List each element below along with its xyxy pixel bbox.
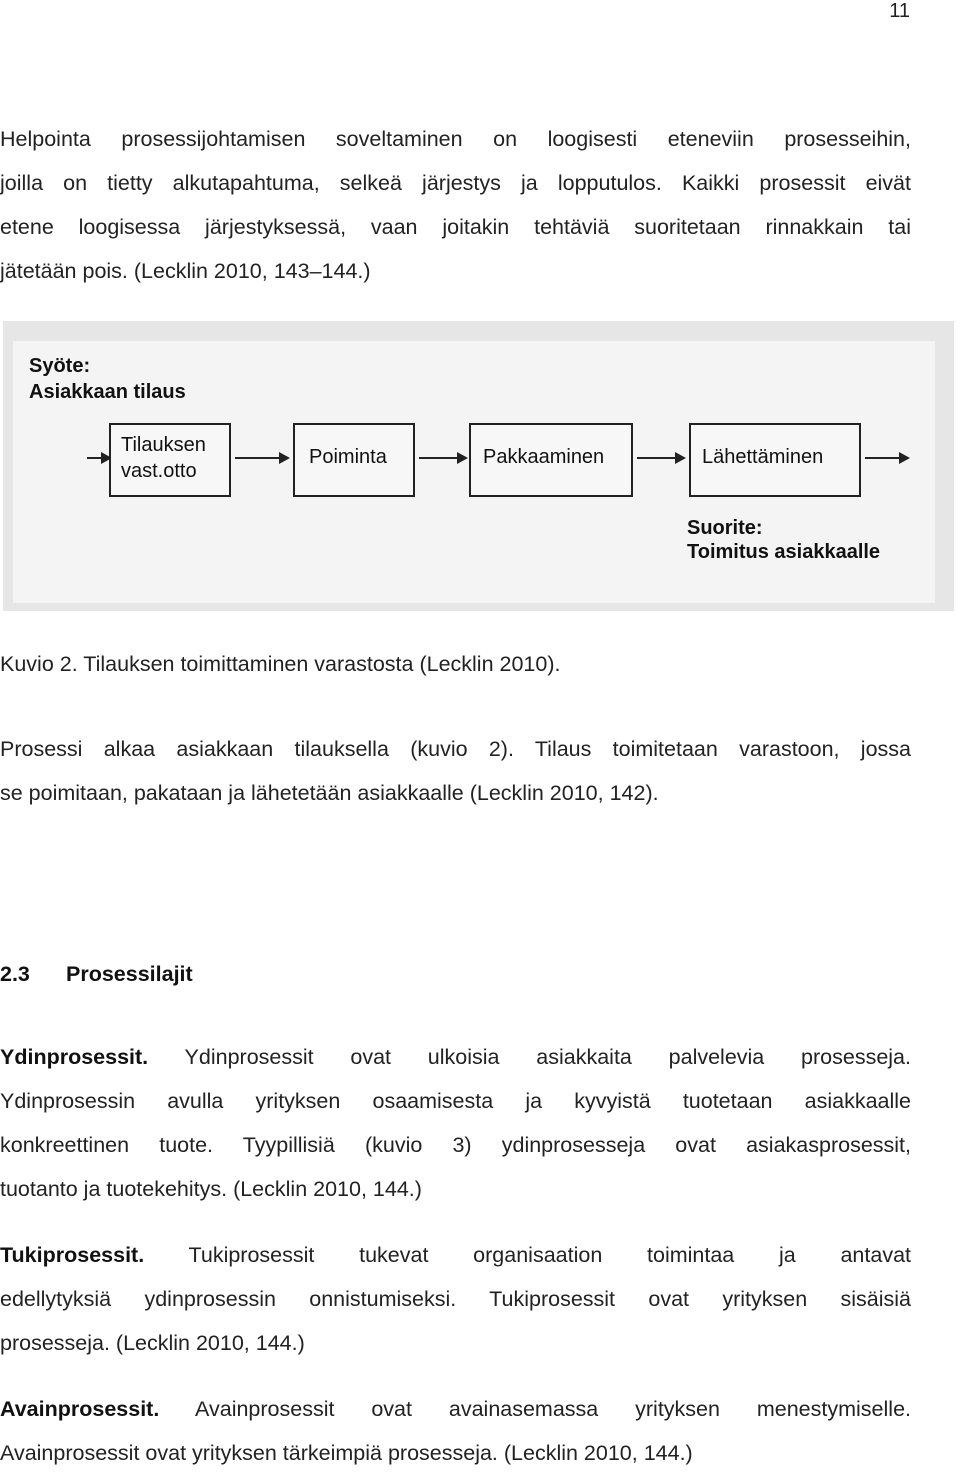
text-line: jätetään pois. (Lecklin 2010, 143–144.) xyxy=(0,259,371,283)
figure-caption xyxy=(0,642,911,686)
text-line: prosesseja. (Lecklin 2010, 144.) xyxy=(0,1331,305,1355)
process-figure xyxy=(3,321,954,611)
output-label: Suorite: xyxy=(687,517,763,539)
term: Ydinprosessit. xyxy=(0,1045,149,1069)
term-text: Ydinprosessit ovat ulkoisia asiakkaita palvelevia prosesseja. xyxy=(148,1045,911,1069)
arrow xyxy=(637,457,677,459)
step-label: Lähettäminen xyxy=(702,446,824,468)
step-label: Tilauksen xyxy=(121,434,206,456)
text-line: se poimitaan, pakataan ja lähetetään asiakkaalle (Lecklin 2010, 142). xyxy=(0,781,659,805)
arrow-in xyxy=(87,457,103,459)
text-line: Prosessi alkaa asiakkaan tilauksella (kuvio 2). Tilaus toimitetaan varastoon, jossa xyxy=(0,737,911,761)
step-label: vast.otto xyxy=(121,460,197,482)
step-label: Poiminta xyxy=(309,446,387,468)
text-line: Avainprosessit ovat yrityksen tärkeimpiä prosesseja. (Lecklin 2010, 144.) xyxy=(0,1441,693,1465)
text-line: Helpointa prosessijohtamisen soveltaminen on loogisesti eteneviin prosesseihin, xyxy=(0,127,911,151)
section-heading xyxy=(0,962,193,987)
text-line xyxy=(0,1035,911,1079)
avainprosessit-paragraph xyxy=(0,1387,911,1475)
arrow xyxy=(419,457,459,459)
arrow-out xyxy=(865,457,901,459)
term: Tukiprosessit. xyxy=(0,1243,145,1267)
text-line: edellytyksiä ydinprosessin onnistumiseksi. Tukiprosessit ovat yrityksen sisäisiä xyxy=(0,1287,911,1311)
tukiprosessit-paragraph xyxy=(0,1233,911,1365)
term-text: Avainprosessit ovat avainasemassa yrityksen menestymiselle. xyxy=(159,1397,911,1421)
input-value: Asiakkaan tilaus xyxy=(29,381,186,403)
term: Avainprosessit. xyxy=(0,1397,160,1421)
text-line: etene loogisessa järjestyksessä, vaan joitakin tehtäviä suoritetaan rinnakkain tai xyxy=(0,215,911,239)
section-number: 2.3 xyxy=(0,962,30,986)
text-line: joilla on tietty alkutapahtuma, selkeä järjestys ja lopputulos. Kaikki prosessit eivät xyxy=(0,171,911,195)
text-line: Ydinprosessin avulla yrityksen osaamisesta ja kyvyistä tuotetaan asiakkaalle xyxy=(0,1089,911,1113)
paragraph-2 xyxy=(0,727,911,815)
caption-text: Kuvio 2. Tilauksen toimittaminen varastosta (Lecklin 2010). xyxy=(0,652,561,676)
intro-paragraph xyxy=(0,117,911,293)
text-line: tuotanto ja tuotekehitys. (Lecklin 2010, 144.) xyxy=(0,1177,422,1201)
input-label: Syöte: xyxy=(29,355,91,377)
text-line xyxy=(0,1233,911,1277)
arrow xyxy=(235,457,281,459)
text-line: konkreettinen tuote. Tyypillisiä (kuvio 3) ydinprosesseja ovat asiakasprosessit, xyxy=(0,1133,911,1157)
text-line xyxy=(0,1387,911,1431)
output-value: Toimitus asiakkaalle xyxy=(687,541,881,563)
page-number: 11 xyxy=(889,0,910,22)
section-title: Prosessilajit xyxy=(66,962,193,986)
ydinprosessit-paragraph xyxy=(0,1035,911,1211)
term-text: Tukiprosessit tukevat organisaation toimintaa ja antavat xyxy=(144,1243,911,1267)
step-label: Pakkaaminen xyxy=(483,446,605,468)
